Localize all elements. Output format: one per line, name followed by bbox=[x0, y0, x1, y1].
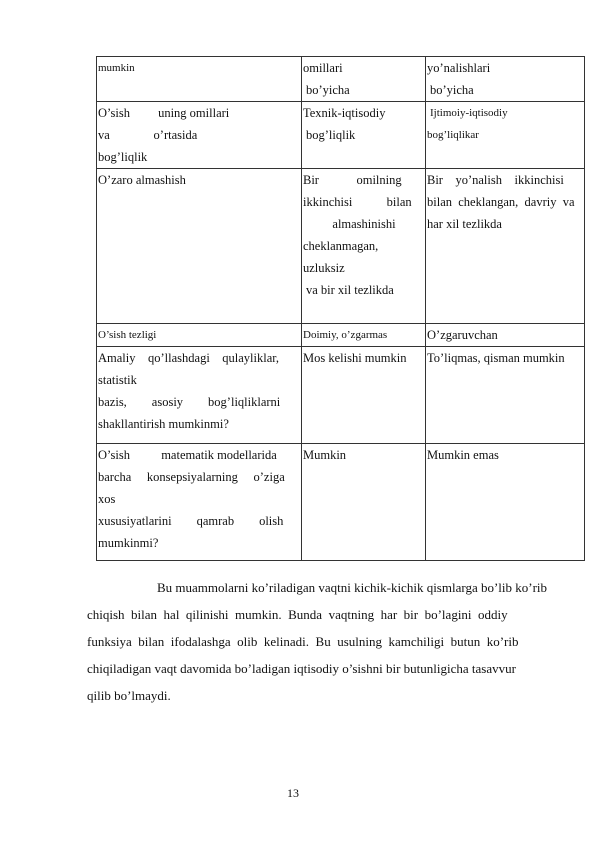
cell-text: mumkin bbox=[98, 62, 135, 74]
cell-text: xos bbox=[98, 492, 116, 506]
table-cell bbox=[97, 169, 302, 324]
table-cell bbox=[426, 102, 585, 169]
table-cell bbox=[302, 444, 426, 561]
table-cell bbox=[302, 169, 426, 324]
table-cell bbox=[426, 347, 585, 444]
cell-text: almashinishi bbox=[332, 217, 396, 231]
table-row bbox=[97, 444, 585, 561]
paragraph-line: qilib bo’lmaydi. bbox=[87, 688, 171, 703]
table-cell bbox=[97, 444, 302, 561]
table-row bbox=[97, 324, 585, 347]
cell-text: Texnik-iqtisodiy bbox=[303, 106, 386, 120]
table-row bbox=[97, 169, 585, 324]
page-number: 13 bbox=[287, 786, 299, 800]
cell-text: O’zgaruvchan bbox=[427, 328, 498, 342]
cell-text: Mos kelishi mumkin bbox=[303, 351, 407, 365]
table-cell bbox=[426, 324, 585, 347]
cell-text: Bir yo’nalish ikkinchisi bbox=[427, 173, 564, 187]
cell-text: mumkinmi? bbox=[98, 536, 159, 550]
cell-text: bo’yicha bbox=[306, 83, 350, 97]
cell-text: O’zaro almashish bbox=[98, 173, 186, 187]
table-cell bbox=[97, 102, 302, 169]
paragraph-line: funksiya bilan ifodalashga olib kelinadi. Bu usulning kamchiligi butun ko’rib bbox=[87, 634, 519, 649]
cell-text: O’sish matematik modellarida bbox=[98, 448, 277, 462]
cell-text: Mumkin emas bbox=[427, 448, 499, 462]
cell-text: uzluksiz bbox=[303, 261, 345, 275]
cell-text: bo’yicha bbox=[430, 83, 474, 97]
cell-text: cheklanmagan, bbox=[303, 239, 379, 253]
table-cell bbox=[302, 347, 426, 444]
table-cell bbox=[302, 324, 426, 347]
cell-text: bog’liqlikar bbox=[427, 129, 479, 141]
cell-text: O’sish uning omillari bbox=[98, 106, 230, 120]
cell-text: shakllantirish mumkinmi? bbox=[98, 417, 229, 431]
table-cell bbox=[97, 347, 302, 444]
cell-text: bazis, asosiy bog’liqliklarni bbox=[98, 395, 281, 409]
cell-text: Ijtimoiy-iqtisodiy bbox=[430, 107, 508, 119]
paragraph-line: Bu muammolarni ko’riladigan vaqtni kichik-kichik qismlarga bo’lib ko’rib bbox=[157, 580, 548, 595]
cell-text: va o’rtasida bbox=[98, 128, 198, 142]
table-cell bbox=[302, 57, 426, 102]
table-cell bbox=[97, 324, 302, 347]
cell-text: bog’liqlik bbox=[306, 128, 356, 142]
cell-text: bog’liqlik bbox=[98, 150, 148, 164]
body-paragraph bbox=[87, 574, 552, 709]
cell-text: statistik bbox=[98, 373, 137, 387]
cell-text: Mumkin bbox=[303, 448, 347, 462]
cell-text: xususiyatlarini qamrab olish bbox=[98, 514, 284, 528]
table-cell bbox=[97, 57, 302, 102]
table-row bbox=[97, 57, 585, 102]
paragraph-line: chiqish bilan hal qilinishi mumkin. Bunda vaqtning har bir bo’lagini oddiy bbox=[87, 607, 508, 622]
table-cell bbox=[302, 102, 426, 169]
cell-text: To’liqmas, qisman mumkin bbox=[427, 351, 565, 365]
cell-text: Bir omilning bbox=[303, 173, 402, 187]
cell-text: barcha konsepsiyalarning o’ziga bbox=[98, 470, 285, 484]
cell-text: O’sish tezligi bbox=[98, 329, 157, 341]
cell-text: har xil tezlikda bbox=[427, 217, 502, 231]
cell-text: omillari bbox=[303, 61, 343, 75]
table-cell bbox=[426, 57, 585, 102]
table-cell bbox=[426, 169, 585, 324]
table-row bbox=[97, 347, 585, 444]
cell-text: va bir xil tezlikda bbox=[306, 283, 394, 297]
comparison-table bbox=[96, 56, 585, 561]
paragraph-line: chiqiladigan vaqt davomida bo’ladigan iqtisodiy o’sishni bir butunligicha tasavvur bbox=[87, 661, 516, 676]
cell-text: Amaliy qo’llashdagi qulayliklar, bbox=[98, 351, 280, 365]
cell-text: ikkinchisi bilan bbox=[303, 195, 412, 209]
cell-text: bilan cheklangan, davriy va bbox=[427, 195, 575, 209]
table-row bbox=[97, 102, 585, 169]
cell-text: Doimiy, o’zgarmas bbox=[303, 329, 388, 341]
table-cell bbox=[426, 444, 585, 561]
cell-text: yo’nalishlari bbox=[427, 61, 491, 75]
